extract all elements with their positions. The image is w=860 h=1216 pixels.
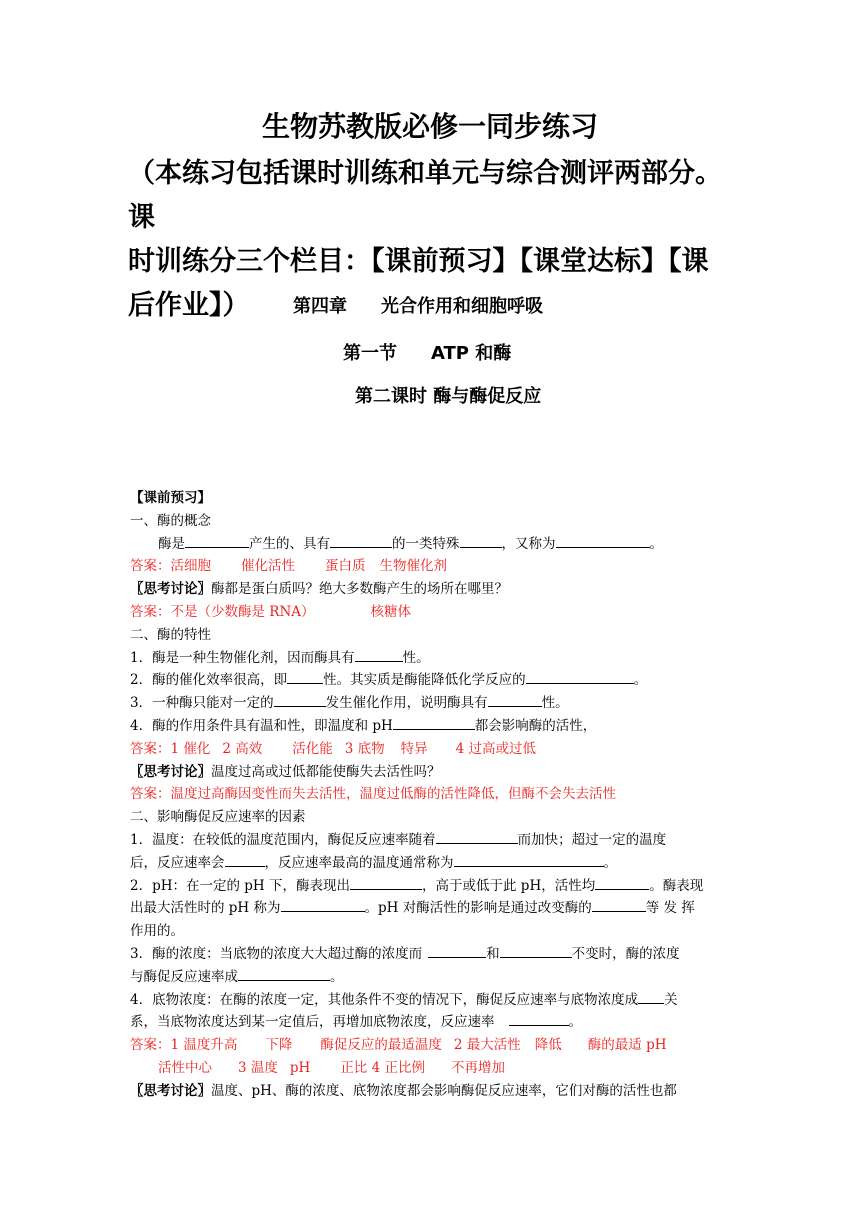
question-text: 1．温度：在较低的温度范围内，酶促反应速率随着: [130, 831, 436, 848]
question-line: [130, 715, 736, 738]
exercise-body: [130, 487, 736, 1103]
question-line: [130, 897, 736, 920]
answer-blank[interactable]: [460, 533, 502, 548]
question-text: 。: [568, 1014, 582, 1031]
answer-line: [130, 555, 736, 578]
section-heading: [343, 342, 511, 366]
discussion-line: [130, 1080, 736, 1103]
question-text: 1．酶是一种生物催化剂，因而酶具有: [130, 649, 355, 666]
answer-blank[interactable]: [454, 852, 604, 867]
answer-text: 酶的最适 pH: [587, 1037, 667, 1054]
question-text: 关: [664, 991, 678, 1008]
answer-line: [130, 738, 736, 761]
section-title: 一、酶的概念: [130, 512, 211, 529]
question-text: 而加快；超过一定的温度: [517, 831, 667, 848]
answer-text: 2 最大活性: [453, 1037, 521, 1054]
question-line: [130, 943, 736, 966]
question-text: 出最大活性时的 pH 称为: [130, 900, 281, 917]
section-name: ATP 和酶: [431, 343, 512, 364]
answer-blank[interactable]: [500, 943, 572, 958]
answer-blank[interactable]: [281, 897, 365, 912]
answer-blank[interactable]: [238, 966, 330, 981]
answer-text: 3 温度: [238, 1059, 278, 1076]
question-text: 。pH 对酶活性的影响是通过改变酶的: [364, 900, 592, 917]
question-text: 。: [330, 968, 344, 985]
answer-text: 核糖体: [370, 603, 412, 620]
chapter-heading: [293, 295, 543, 319]
answer-text: 不再增加: [450, 1059, 505, 1076]
question-line: [130, 1011, 736, 1034]
chapter-name: 光合作用和细胞呼吸: [381, 296, 543, 317]
question-text: 4．酶的作用条件具有温和性，即温度和 pH: [130, 717, 393, 734]
answer-text: 答案：1 催化: [130, 740, 211, 757]
answer-text: 特异: [400, 740, 428, 757]
section-title: 二、酶的特性: [130, 626, 211, 643]
section-title: 二、影响酶促反应速率的因素: [130, 809, 306, 826]
answer-text: pH: [289, 1059, 311, 1076]
question-text: 。: [633, 672, 648, 689]
answer-text: 答案：活细胞: [130, 558, 211, 575]
question-text: ，又称为: [501, 535, 556, 552]
question-text: ，反应速率最高的温度通常称为: [264, 854, 454, 871]
question-text: 性。: [541, 695, 569, 712]
question-line: [130, 647, 736, 670]
document-title: 生物苏教版必修一同步练习: [261, 110, 598, 143]
answer-blank[interactable]: [287, 669, 323, 684]
answer-text: 答案：1 温度升高: [130, 1037, 238, 1054]
discussion-text: 温度过高或过低都能使酶失去活性吗？: [211, 763, 441, 780]
answer-line: [130, 601, 736, 624]
answer-text: 降低: [534, 1037, 562, 1054]
question-text: 3．酶的浓度：当底物的浓度大大超过酶的浓度而: [130, 945, 423, 962]
answer-blank[interactable]: [428, 943, 486, 958]
preview-tag: 【课前预习】: [130, 490, 211, 506]
question-text: 和: [486, 945, 500, 962]
question-text: 都会影响酶的活性，: [474, 717, 597, 734]
question-text: 2．pH：在一定的 pH 下，酶表现出: [130, 877, 351, 894]
answer-blank[interactable]: [350, 875, 422, 890]
answer-blank[interactable]: [638, 989, 664, 1004]
answer-text: 活化能: [292, 740, 333, 757]
subtitle-line: （本练习包括课时训练和单元与综合测评两部分。课: [128, 158, 722, 233]
discussion-text: 温度、pH、酶的浓度、底物浓度都会影响酶促反应速率，它们对酶的活性也都: [211, 1082, 677, 1099]
question-text: 。: [603, 854, 617, 871]
question-text: 产生的、具有: [249, 535, 330, 552]
subtitle-line: 时训练分三个栏目：【课前预习】【课堂达标】【课: [128, 246, 709, 277]
answer-line: [130, 1034, 736, 1057]
question-line: [130, 966, 736, 989]
question-text: 的一类特殊: [392, 535, 460, 552]
question-text: 2．酶的催化效率很高，即: [130, 672, 288, 689]
question-text: 酶是: [158, 535, 185, 552]
discussion-line: [130, 761, 736, 784]
answer-text: 酶促反应的最适温度: [320, 1037, 442, 1054]
question-text: 性。: [402, 649, 430, 666]
question-line: [130, 692, 736, 715]
answer-text: 正比 4 正比例: [340, 1059, 425, 1076]
question-text: 发生催化作用，说明酶具有: [325, 695, 488, 712]
answer-text: 4 过高或过低: [455, 740, 537, 757]
lesson-heading: 第二课时 酶与酶促反应: [355, 386, 542, 407]
question-text: 性。其实质是酶能降低化学反应的: [323, 672, 526, 689]
discussion-text: 酶都是蛋白质吗？绝大多数酶产生的场所在哪里？: [211, 581, 508, 598]
question-line: [130, 989, 736, 1012]
question-line: [130, 875, 736, 898]
chapter-number: 第四章: [293, 296, 347, 317]
answer-line: 答案：温度过高酶因变性而失去活性，温度过低酶的活性降低，但酶不会失去活性: [130, 786, 616, 803]
question-text: ，高于或低于此 pH，活性均: [422, 877, 596, 894]
answer-blank[interactable]: [355, 647, 403, 662]
answer-blank[interactable]: [526, 669, 634, 684]
answer-text: 蛋白质: [325, 558, 366, 575]
answer-blank[interactable]: [488, 692, 542, 707]
answer-blank[interactable]: [185, 533, 249, 548]
question-text: 不变时，酶的浓度: [571, 945, 680, 962]
answer-blank[interactable]: [330, 533, 392, 548]
question-text: 3．一种酶只能对一定的: [130, 695, 274, 712]
answer-text: 下降: [265, 1037, 293, 1054]
question-line: [130, 852, 736, 875]
discussion-tag: 〖思考讨论〗: [130, 581, 211, 598]
subtitle-line: 后作业】）: [128, 290, 250, 321]
answer-text: 活性中心: [158, 1059, 212, 1076]
answer-text: 生物催化剂: [379, 558, 447, 575]
question-text: 4．底物浓度：在酶的浓度一定，其他条件不变的情况下，酶促反应速率与底物浓度成: [130, 991, 639, 1008]
discussion-tag: 〖思考讨论〗: [130, 763, 211, 780]
answer-blank[interactable]: [393, 715, 475, 730]
question-line: [130, 829, 736, 852]
answer-text: 2 高效: [222, 740, 263, 757]
answer-blank[interactable]: [595, 875, 649, 890]
question-text: 系，当底物浓度达到某一定值后，再增加底物浓度，反应速率: [130, 1014, 495, 1031]
answer-line: [130, 1057, 736, 1080]
question-line: 作用的。: [130, 923, 184, 940]
question-line: [130, 533, 736, 556]
section-number: 第一节: [343, 343, 397, 364]
question-text: 与酶促反应速率成: [130, 968, 238, 985]
question-text: 后，反应速率会: [130, 854, 225, 871]
answer-text: 3 底物: [344, 740, 385, 757]
answer-blank[interactable]: [274, 692, 326, 707]
answer-blank[interactable]: [225, 852, 265, 867]
answer-blank[interactable]: [436, 829, 518, 844]
answer-blank[interactable]: [556, 533, 650, 548]
discussion-tag: 〖思考讨论〗: [130, 1082, 211, 1099]
answer-text: 答案：不是（少数酶是 RNA）: [130, 603, 315, 620]
question-line: [130, 669, 736, 692]
answer-text: 催化活性: [241, 558, 295, 575]
question-text: 。: [649, 535, 663, 552]
answer-blank[interactable]: [509, 1011, 569, 1026]
question-text: 。酶表现: [649, 877, 704, 894]
discussion-line: [130, 578, 736, 601]
question-text: 等 发 挥: [645, 900, 695, 917]
answer-blank[interactable]: [592, 897, 646, 912]
